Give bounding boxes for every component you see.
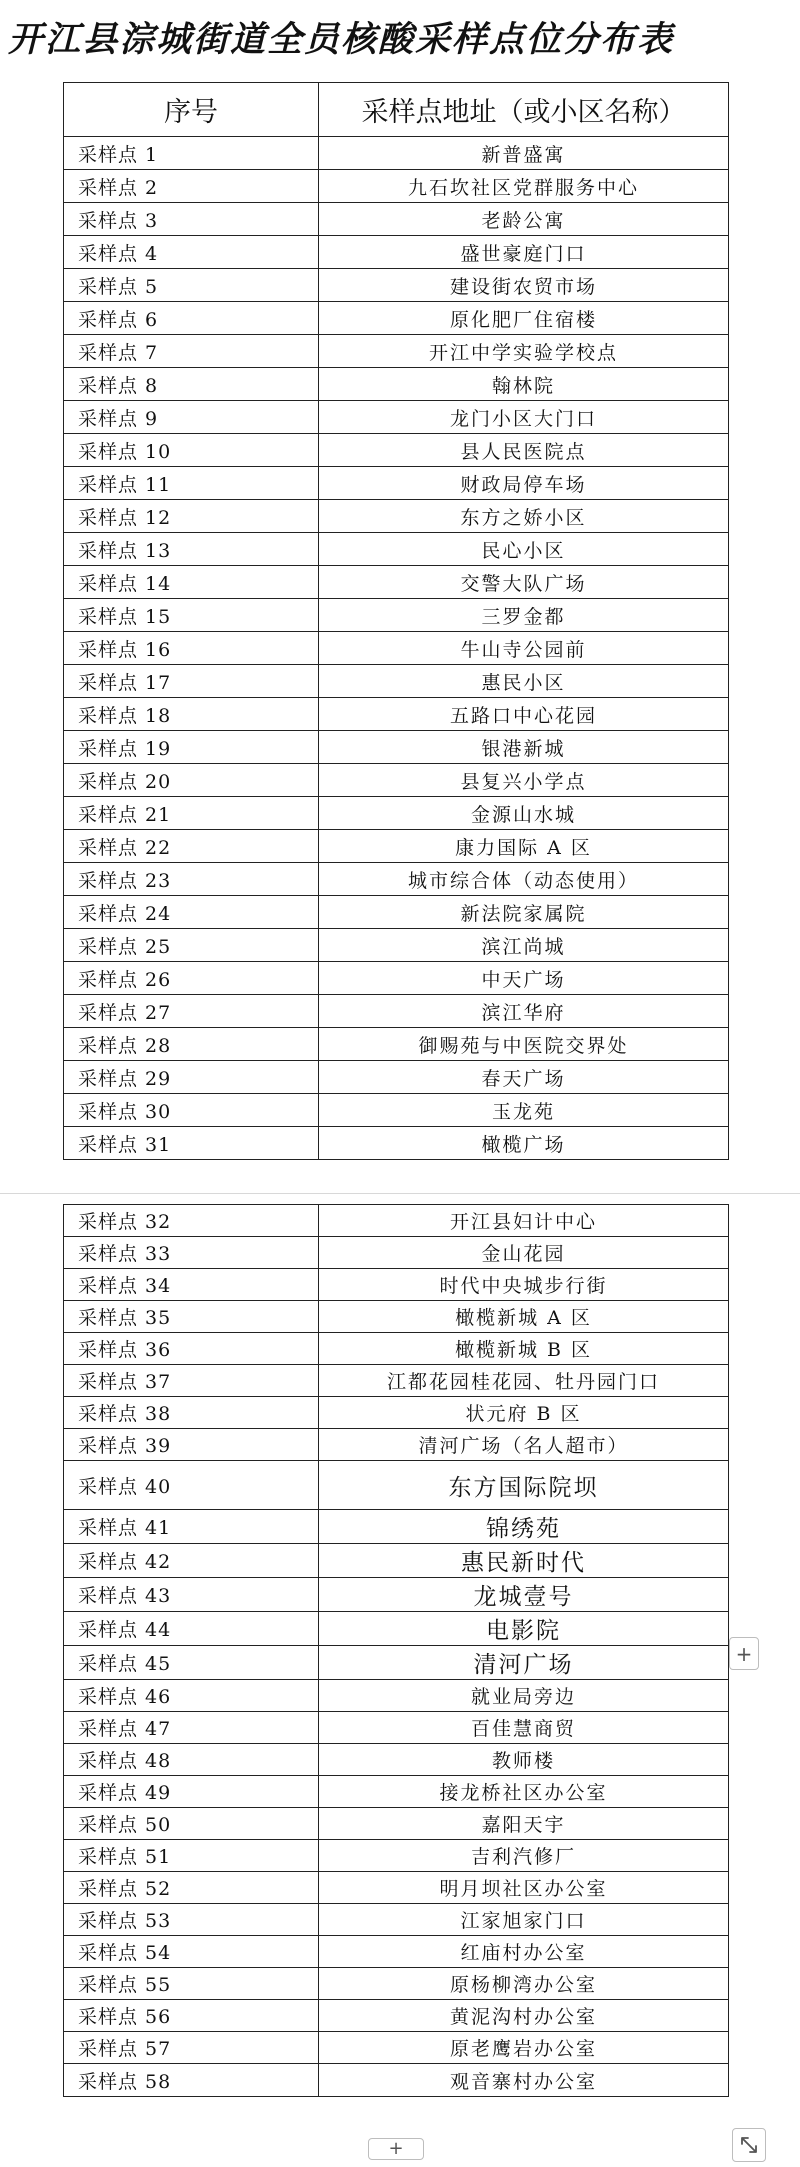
table-row <box>64 1680 729 1712</box>
sample-point-address: 状元府 B 区 <box>319 1397 729 1429</box>
table-row <box>64 764 729 797</box>
table-row <box>64 1461 729 1510</box>
table-row <box>64 566 729 599</box>
sample-point-address: 新法院家属院 <box>319 896 729 929</box>
sample-point-number: 采样点 58 <box>64 2064 319 2097</box>
sample-point-number: 采样点 39 <box>64 1429 319 1461</box>
sample-point-number: 采样点 48 <box>64 1744 319 1776</box>
sample-point-address: 东方之娇小区 <box>319 500 729 533</box>
sample-point-address: 中天广场 <box>319 962 729 995</box>
table-row <box>64 1646 729 1680</box>
table-row <box>64 1127 729 1160</box>
table-row <box>64 1872 729 1904</box>
resize-arrows-icon <box>733 2129 765 2161</box>
table-row <box>64 1808 729 1840</box>
sample-point-address: 就业局旁边 <box>319 1680 729 1712</box>
table-row <box>64 1544 729 1578</box>
sample-point-address: 康力国际 A 区 <box>319 830 729 863</box>
table-row <box>64 1429 729 1461</box>
table-row <box>64 1968 729 2000</box>
sample-point-address: 东方国际院坝 <box>319 1461 729 1510</box>
sample-point-address: 开江县妇计中心 <box>319 1205 729 1237</box>
sample-point-number: 采样点 49 <box>64 1776 319 1808</box>
sample-point-address: 龙城壹号 <box>319 1578 729 1612</box>
table-row <box>64 137 729 170</box>
table-row <box>64 434 729 467</box>
sample-point-number: 采样点 2 <box>64 170 319 203</box>
table-row <box>64 170 729 203</box>
sample-point-address: 牛山寺公园前 <box>319 632 729 665</box>
sample-point-number: 采样点 42 <box>64 1544 319 1578</box>
sample-point-number: 采样点 8 <box>64 368 319 401</box>
sample-point-number: 采样点 20 <box>64 764 319 797</box>
sample-point-address: 锦绣苑 <box>319 1510 729 1544</box>
sample-point-number: 采样点 29 <box>64 1061 319 1094</box>
sampling-table-part-1 <box>63 82 729 1160</box>
sample-point-number: 采样点 11 <box>64 467 319 500</box>
sample-point-address: 交警大队广场 <box>319 566 729 599</box>
sample-point-number: 采样点 46 <box>64 1680 319 1712</box>
sample-point-address: 开江中学实验学校点 <box>319 335 729 368</box>
sample-point-number: 采样点 9 <box>64 401 319 434</box>
sample-point-number: 采样点 28 <box>64 1028 319 1061</box>
table-row <box>64 698 729 731</box>
table-row <box>64 1840 729 1872</box>
sample-point-number: 采样点 54 <box>64 1936 319 1968</box>
sample-point-address: 原老鹰岩办公室 <box>319 2032 729 2064</box>
sample-point-number: 采样点 37 <box>64 1365 319 1397</box>
sample-point-address: 吉利汽修厂 <box>319 1840 729 1872</box>
table-row <box>64 1776 729 1808</box>
sample-point-number: 采样点 51 <box>64 1840 319 1872</box>
sample-point-address: 新普盛寓 <box>319 137 729 170</box>
sample-point-address: 江都花园桂花园、牡丹园门口 <box>319 1365 729 1397</box>
sample-point-address: 城市综合体（动态使用） <box>319 863 729 896</box>
table-row <box>64 1237 729 1269</box>
sample-point-number: 采样点 53 <box>64 1904 319 1936</box>
sample-point-number: 采样点 5 <box>64 269 319 302</box>
sample-point-number: 采样点 1 <box>64 137 319 170</box>
sample-point-address: 春天广场 <box>319 1061 729 1094</box>
table-row <box>64 1094 729 1127</box>
sample-point-number: 采样点 26 <box>64 962 319 995</box>
sample-point-number: 采样点 19 <box>64 731 319 764</box>
sample-point-number: 采样点 12 <box>64 500 319 533</box>
sample-point-number: 采样点 35 <box>64 1301 319 1333</box>
table-row <box>64 2000 729 2032</box>
sample-point-number: 采样点 41 <box>64 1510 319 1544</box>
sample-point-address: 县复兴小学点 <box>319 764 729 797</box>
sample-point-number: 采样点 33 <box>64 1237 319 1269</box>
sample-point-number: 采样点 50 <box>64 1808 319 1840</box>
sample-point-number: 采样点 34 <box>64 1269 319 1301</box>
sample-point-address: 九石坎社区党群服务中心 <box>319 170 729 203</box>
table-row <box>64 467 729 500</box>
sample-point-address: 盛世豪庭门口 <box>319 236 729 269</box>
table-row <box>64 2064 729 2097</box>
sample-point-number: 采样点 31 <box>64 1127 319 1160</box>
table-row <box>64 665 729 698</box>
table-row <box>64 203 729 236</box>
sample-point-address: 观音寨村办公室 <box>319 2064 729 2097</box>
table-row <box>64 236 729 269</box>
sample-point-number: 采样点 38 <box>64 1397 319 1429</box>
sample-point-number: 采样点 45 <box>64 1646 319 1680</box>
table-row <box>64 1397 729 1429</box>
table-row <box>64 995 729 1028</box>
sample-point-number: 采样点 30 <box>64 1094 319 1127</box>
table-row <box>64 533 729 566</box>
table-row <box>64 1612 729 1646</box>
sample-point-number: 采样点 7 <box>64 335 319 368</box>
resize-icon[interactable] <box>732 2128 766 2162</box>
sample-point-number: 采样点 43 <box>64 1578 319 1612</box>
table-row <box>64 1061 729 1094</box>
table-row <box>64 1744 729 1776</box>
sample-point-number: 采样点 22 <box>64 830 319 863</box>
sample-point-address: 时代中央城步行街 <box>319 1269 729 1301</box>
header-no: 序号 <box>64 83 319 137</box>
table-row <box>64 1904 729 1936</box>
sample-point-address: 玉龙苑 <box>319 1094 729 1127</box>
sample-point-number: 采样点 18 <box>64 698 319 731</box>
table-row <box>64 896 729 929</box>
sample-point-address: 接龙桥社区办公室 <box>319 1776 729 1808</box>
table-row <box>64 1333 729 1365</box>
table-row <box>64 863 729 896</box>
sample-point-address: 原化肥厂住宿楼 <box>319 302 729 335</box>
sample-point-address: 橄榄新城 B 区 <box>319 1333 729 1365</box>
table-row <box>64 1028 729 1061</box>
sample-point-number: 采样点 17 <box>64 665 319 698</box>
sample-point-address: 江家旭家门口 <box>319 1904 729 1936</box>
sample-point-address: 明月坝社区办公室 <box>319 1872 729 1904</box>
sample-point-address: 嘉阳天宇 <box>319 1808 729 1840</box>
sample-point-address: 建设街农贸市场 <box>319 269 729 302</box>
sample-point-number: 采样点 55 <box>64 1968 319 2000</box>
page-title: 开江县淙城街道全员核酸采样点位分布表 <box>8 20 675 60</box>
sample-point-address: 滨江尚城 <box>319 929 729 962</box>
table-row <box>64 1712 729 1744</box>
sample-point-address: 金源山水城 <box>319 797 729 830</box>
table-row <box>64 1301 729 1333</box>
table-row <box>64 599 729 632</box>
sample-point-number: 采样点 25 <box>64 929 319 962</box>
header-address: 采样点地址（或小区名称） <box>319 83 729 137</box>
sample-point-number: 采样点 32 <box>64 1205 319 1237</box>
sample-point-address: 清河广场（名人超市） <box>319 1429 729 1461</box>
sample-point-address: 金山花园 <box>319 1237 729 1269</box>
table-row <box>64 335 729 368</box>
table-row <box>64 731 729 764</box>
sample-point-address: 橄榄新城 A 区 <box>319 1301 729 1333</box>
sample-point-address: 橄榄广场 <box>319 1127 729 1160</box>
sample-point-address: 老龄公寓 <box>319 203 729 236</box>
table-row <box>64 1365 729 1397</box>
add-row-button[interactable]: + <box>368 2138 424 2160</box>
sample-point-address: 财政局停车场 <box>319 467 729 500</box>
sample-point-address: 惠民小区 <box>319 665 729 698</box>
sample-point-address: 银港新城 <box>319 731 729 764</box>
sample-point-address: 清河广场 <box>319 1646 729 1680</box>
table-header-row <box>64 83 729 137</box>
page-divider <box>0 1193 800 1194</box>
sample-point-number: 采样点 3 <box>64 203 319 236</box>
sample-point-number: 采样点 10 <box>64 434 319 467</box>
sample-point-number: 采样点 40 <box>64 1461 319 1510</box>
table-row <box>64 500 729 533</box>
sample-point-address: 滨江华府 <box>319 995 729 1028</box>
sample-point-number: 采样点 36 <box>64 1333 319 1365</box>
sample-point-number: 采样点 16 <box>64 632 319 665</box>
table-row <box>64 830 729 863</box>
table-row <box>64 797 729 830</box>
sample-point-number: 采样点 56 <box>64 2000 319 2032</box>
table-row <box>64 962 729 995</box>
sample-point-address: 黄泥沟村办公室 <box>319 2000 729 2032</box>
sample-point-address: 民心小区 <box>319 533 729 566</box>
sample-point-address: 红庙村办公室 <box>319 1936 729 1968</box>
sample-point-number: 采样点 52 <box>64 1872 319 1904</box>
table-row <box>64 401 729 434</box>
sample-point-number: 采样点 27 <box>64 995 319 1028</box>
add-column-button[interactable]: + <box>729 1637 759 1670</box>
sample-point-number: 采样点 21 <box>64 797 319 830</box>
sample-point-address: 县人民医院点 <box>319 434 729 467</box>
table-row <box>64 1510 729 1544</box>
sampling-table-part-2 <box>63 1204 729 2097</box>
sample-point-address: 百佳慧商贸 <box>319 1712 729 1744</box>
table-row <box>64 929 729 962</box>
sample-point-number: 采样点 44 <box>64 1612 319 1646</box>
table-row <box>64 1269 729 1301</box>
table-row <box>64 368 729 401</box>
sample-point-address: 翰林院 <box>319 368 729 401</box>
sample-point-address: 惠民新时代 <box>319 1544 729 1578</box>
table-row <box>64 632 729 665</box>
sample-point-address: 原杨柳湾办公室 <box>319 1968 729 2000</box>
table-row <box>64 1936 729 1968</box>
sample-point-address: 御赐苑与中医院交界处 <box>319 1028 729 1061</box>
sample-point-address: 三罗金都 <box>319 599 729 632</box>
sample-point-address: 五路口中心花园 <box>319 698 729 731</box>
table-row <box>64 269 729 302</box>
sample-point-address: 龙门小区大门口 <box>319 401 729 434</box>
sample-point-address: 电影院 <box>319 1612 729 1646</box>
sample-point-number: 采样点 14 <box>64 566 319 599</box>
sample-point-number: 采样点 47 <box>64 1712 319 1744</box>
table-row <box>64 302 729 335</box>
table-row <box>64 1205 729 1237</box>
sample-point-number: 采样点 6 <box>64 302 319 335</box>
sample-point-number: 采样点 13 <box>64 533 319 566</box>
sample-point-address: 教师楼 <box>319 1744 729 1776</box>
sample-point-number: 采样点 23 <box>64 863 319 896</box>
table-row <box>64 2032 729 2064</box>
table-row <box>64 1578 729 1612</box>
sample-point-number: 采样点 24 <box>64 896 319 929</box>
sample-point-number: 采样点 57 <box>64 2032 319 2064</box>
sample-point-number: 采样点 15 <box>64 599 319 632</box>
sample-point-number: 采样点 4 <box>64 236 319 269</box>
